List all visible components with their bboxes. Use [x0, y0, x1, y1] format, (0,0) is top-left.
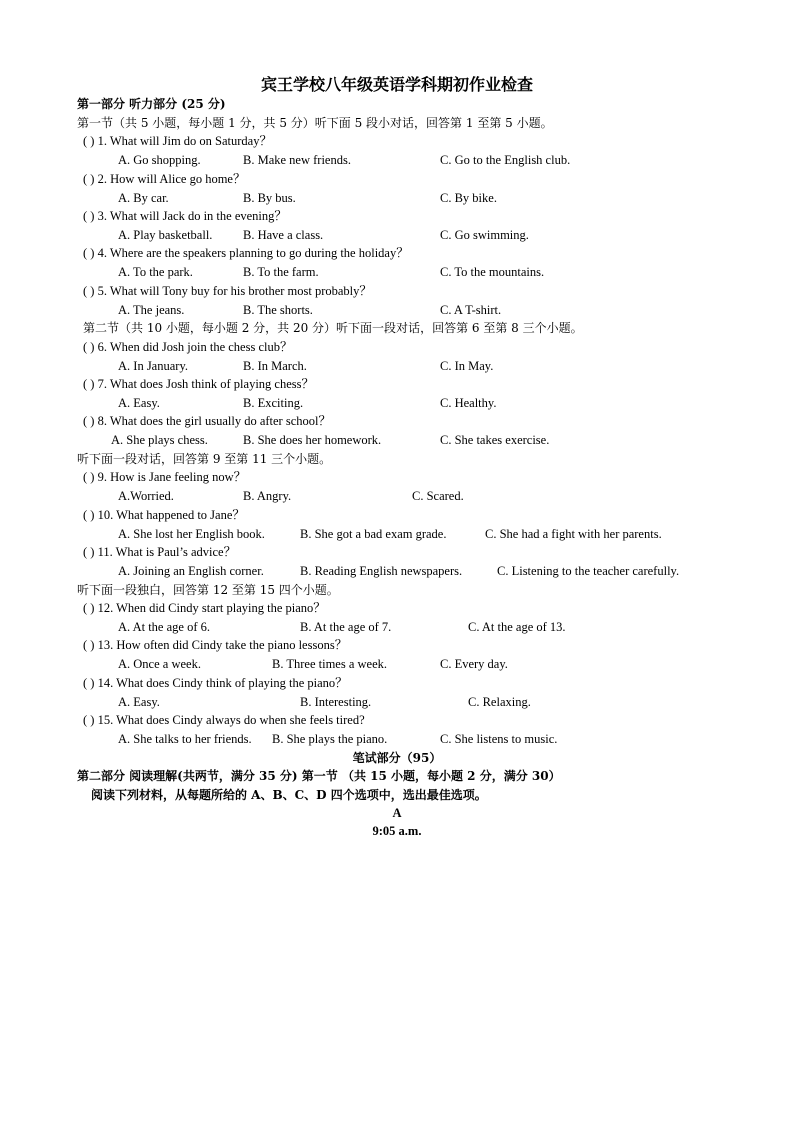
q7-option-a: A. Easy.: [118, 396, 160, 410]
q10-option-c: C. She had a fight with her parents.: [485, 527, 662, 541]
question-13: ( ) 13. How often did Cindy take the piano lessons？: [83, 638, 348, 652]
q8-option-a: A. She plays chess.: [111, 433, 208, 447]
q8-option-c: C. She takes exercise.: [440, 433, 550, 447]
question-5: ( ) 5. What will Tony buy for his brother most probably？: [83, 284, 372, 298]
q2-option-c: C. By bike.: [440, 191, 497, 205]
q1-option-c: C. Go to the English club.: [440, 153, 571, 167]
q6-option-b: B. In March.: [243, 359, 307, 373]
q12-option-b: B. At the age of 7.: [300, 620, 392, 634]
question-7: ( ) 7. What does Josh think of playing chess？: [83, 377, 314, 391]
page-title: 宾王学校八年级英语学科期初作业检查: [260, 75, 533, 94]
q3-option-c: C. Go swimming.: [440, 228, 529, 242]
q9-option-a: A.Worried.: [118, 489, 174, 503]
section1-header: 第一节（共 5 小题，每小题 1 分，共 5 分）听下面 5 段小对话，回答第 1 至第 5 小题。: [77, 116, 553, 130]
q12-option-a: A. At the age of 6.: [118, 620, 210, 634]
q11-option-a: A. Joining an English corner.: [118, 564, 264, 578]
q3-option-a: A. Play basketball.: [118, 228, 213, 242]
question-3: ( ) 3. What will Jack do in the evening？: [83, 209, 287, 223]
q1-option-a: A. Go shopping.: [118, 153, 201, 167]
question-14: ( ) 14. What does Cindy think of playing the piano？: [83, 676, 348, 690]
question-10: ( ) 10. What happened to Jane？: [83, 508, 245, 522]
part2-header: 第二部分 阅读理解(共两节，满分 35 分) 第一节 （共 15 小题，每小题 2 分，满分 30）: [77, 769, 561, 783]
q5-option-a: A. The jeans.: [118, 303, 185, 317]
q15-option-a: A. She talks to her friends.: [118, 732, 252, 746]
instruction-9-11: 听下面一段对话，回答第 9 至第 11 三个小题。: [77, 452, 332, 466]
question-2: ( ) 2. How will Alice go home？: [83, 172, 246, 186]
q11-option-b: B. Reading English newspapers.: [300, 564, 463, 578]
q14-option-c: C. Relaxing.: [468, 695, 531, 709]
part2-instruction: 阅读下列材料，从每题所给的 A、B、C、D 四个选项中，选出最佳选项。: [91, 788, 487, 802]
q13-option-b: B. Three times a week.: [272, 657, 388, 671]
q12-option-c: C. At the age of 13.: [468, 620, 566, 634]
q13-option-c: C. Every day.: [440, 657, 508, 671]
q7-option-c: C. Healthy.: [440, 396, 497, 410]
q14-option-a: A. Easy.: [118, 695, 160, 709]
q4-option-b: B. To the farm.: [243, 265, 319, 279]
written-section-header: 笔试部分（95）: [352, 751, 442, 765]
q15-option-b: B. She plays the piano.: [272, 732, 388, 746]
q14-option-b: B. Interesting.: [300, 695, 372, 709]
question-8: ( ) 8. What does the girl usually do after school？: [83, 414, 331, 428]
question-9: ( ) 9. How is Jane feeling now？: [83, 470, 247, 484]
q7-option-b: B. Exciting.: [243, 396, 304, 410]
q10-option-b: B. She got a bad exam grade.: [300, 527, 447, 541]
question-12: ( ) 12. When did Cindy start playing the piano？: [83, 601, 326, 615]
q5-option-c: C. A T-shirt.: [440, 303, 502, 317]
passage-time: 9:05 a.m.: [372, 824, 422, 838]
q6-option-a: A. In January.: [118, 359, 189, 373]
q4-option-a: A. To the park.: [118, 265, 193, 279]
part1-header: 第一部分 听力部分 (25 分): [77, 97, 226, 111]
q10-option-a: A. She lost her English book.: [118, 527, 265, 541]
section2-header: 第二节（共 10 小题，每小题 2 分，共 20 分）听下面一段对话，回答第 6 至第 8 三个小题。: [83, 321, 583, 335]
question-1: ( ) 1. What will Jim do on Saturday？: [83, 134, 272, 148]
q15-option-c: C. She listens to music.: [440, 732, 558, 746]
passage-label: A: [392, 806, 402, 820]
q9-option-c: C. Scared.: [412, 489, 464, 503]
q9-option-b: B. Angry.: [243, 489, 292, 503]
q5-option-b: B. The shorts.: [243, 303, 313, 317]
q11-option-c: C. Listening to the teacher carefully.: [497, 564, 680, 578]
q2-option-a: A. By car.: [118, 191, 169, 205]
q6-option-c: C. In May.: [440, 359, 494, 373]
q13-option-a: A. Once a week.: [118, 657, 201, 671]
question-6: ( ) 6. When did Josh join the chess club？: [83, 340, 293, 354]
q2-option-b: B. By bus.: [243, 191, 296, 205]
q8-option-b: B. She does her homework.: [243, 433, 382, 447]
q4-option-c: C. To the mountains.: [440, 265, 545, 279]
question-11: ( ) 11. What is Paul’s advice？: [83, 545, 237, 559]
q3-option-b: B. Have a class.: [243, 228, 324, 242]
q1-option-b: B. Make new friends.: [243, 153, 351, 167]
instruction-12-15: 听下面一段独白，回答第 12 至第 15 四个小题。: [77, 583, 339, 597]
question-4: ( ) 4. Where are the speakers planning to go during the holiday？: [83, 246, 409, 260]
question-15: ( ) 15. What does Cindy always do when she feels tired?: [83, 713, 365, 727]
